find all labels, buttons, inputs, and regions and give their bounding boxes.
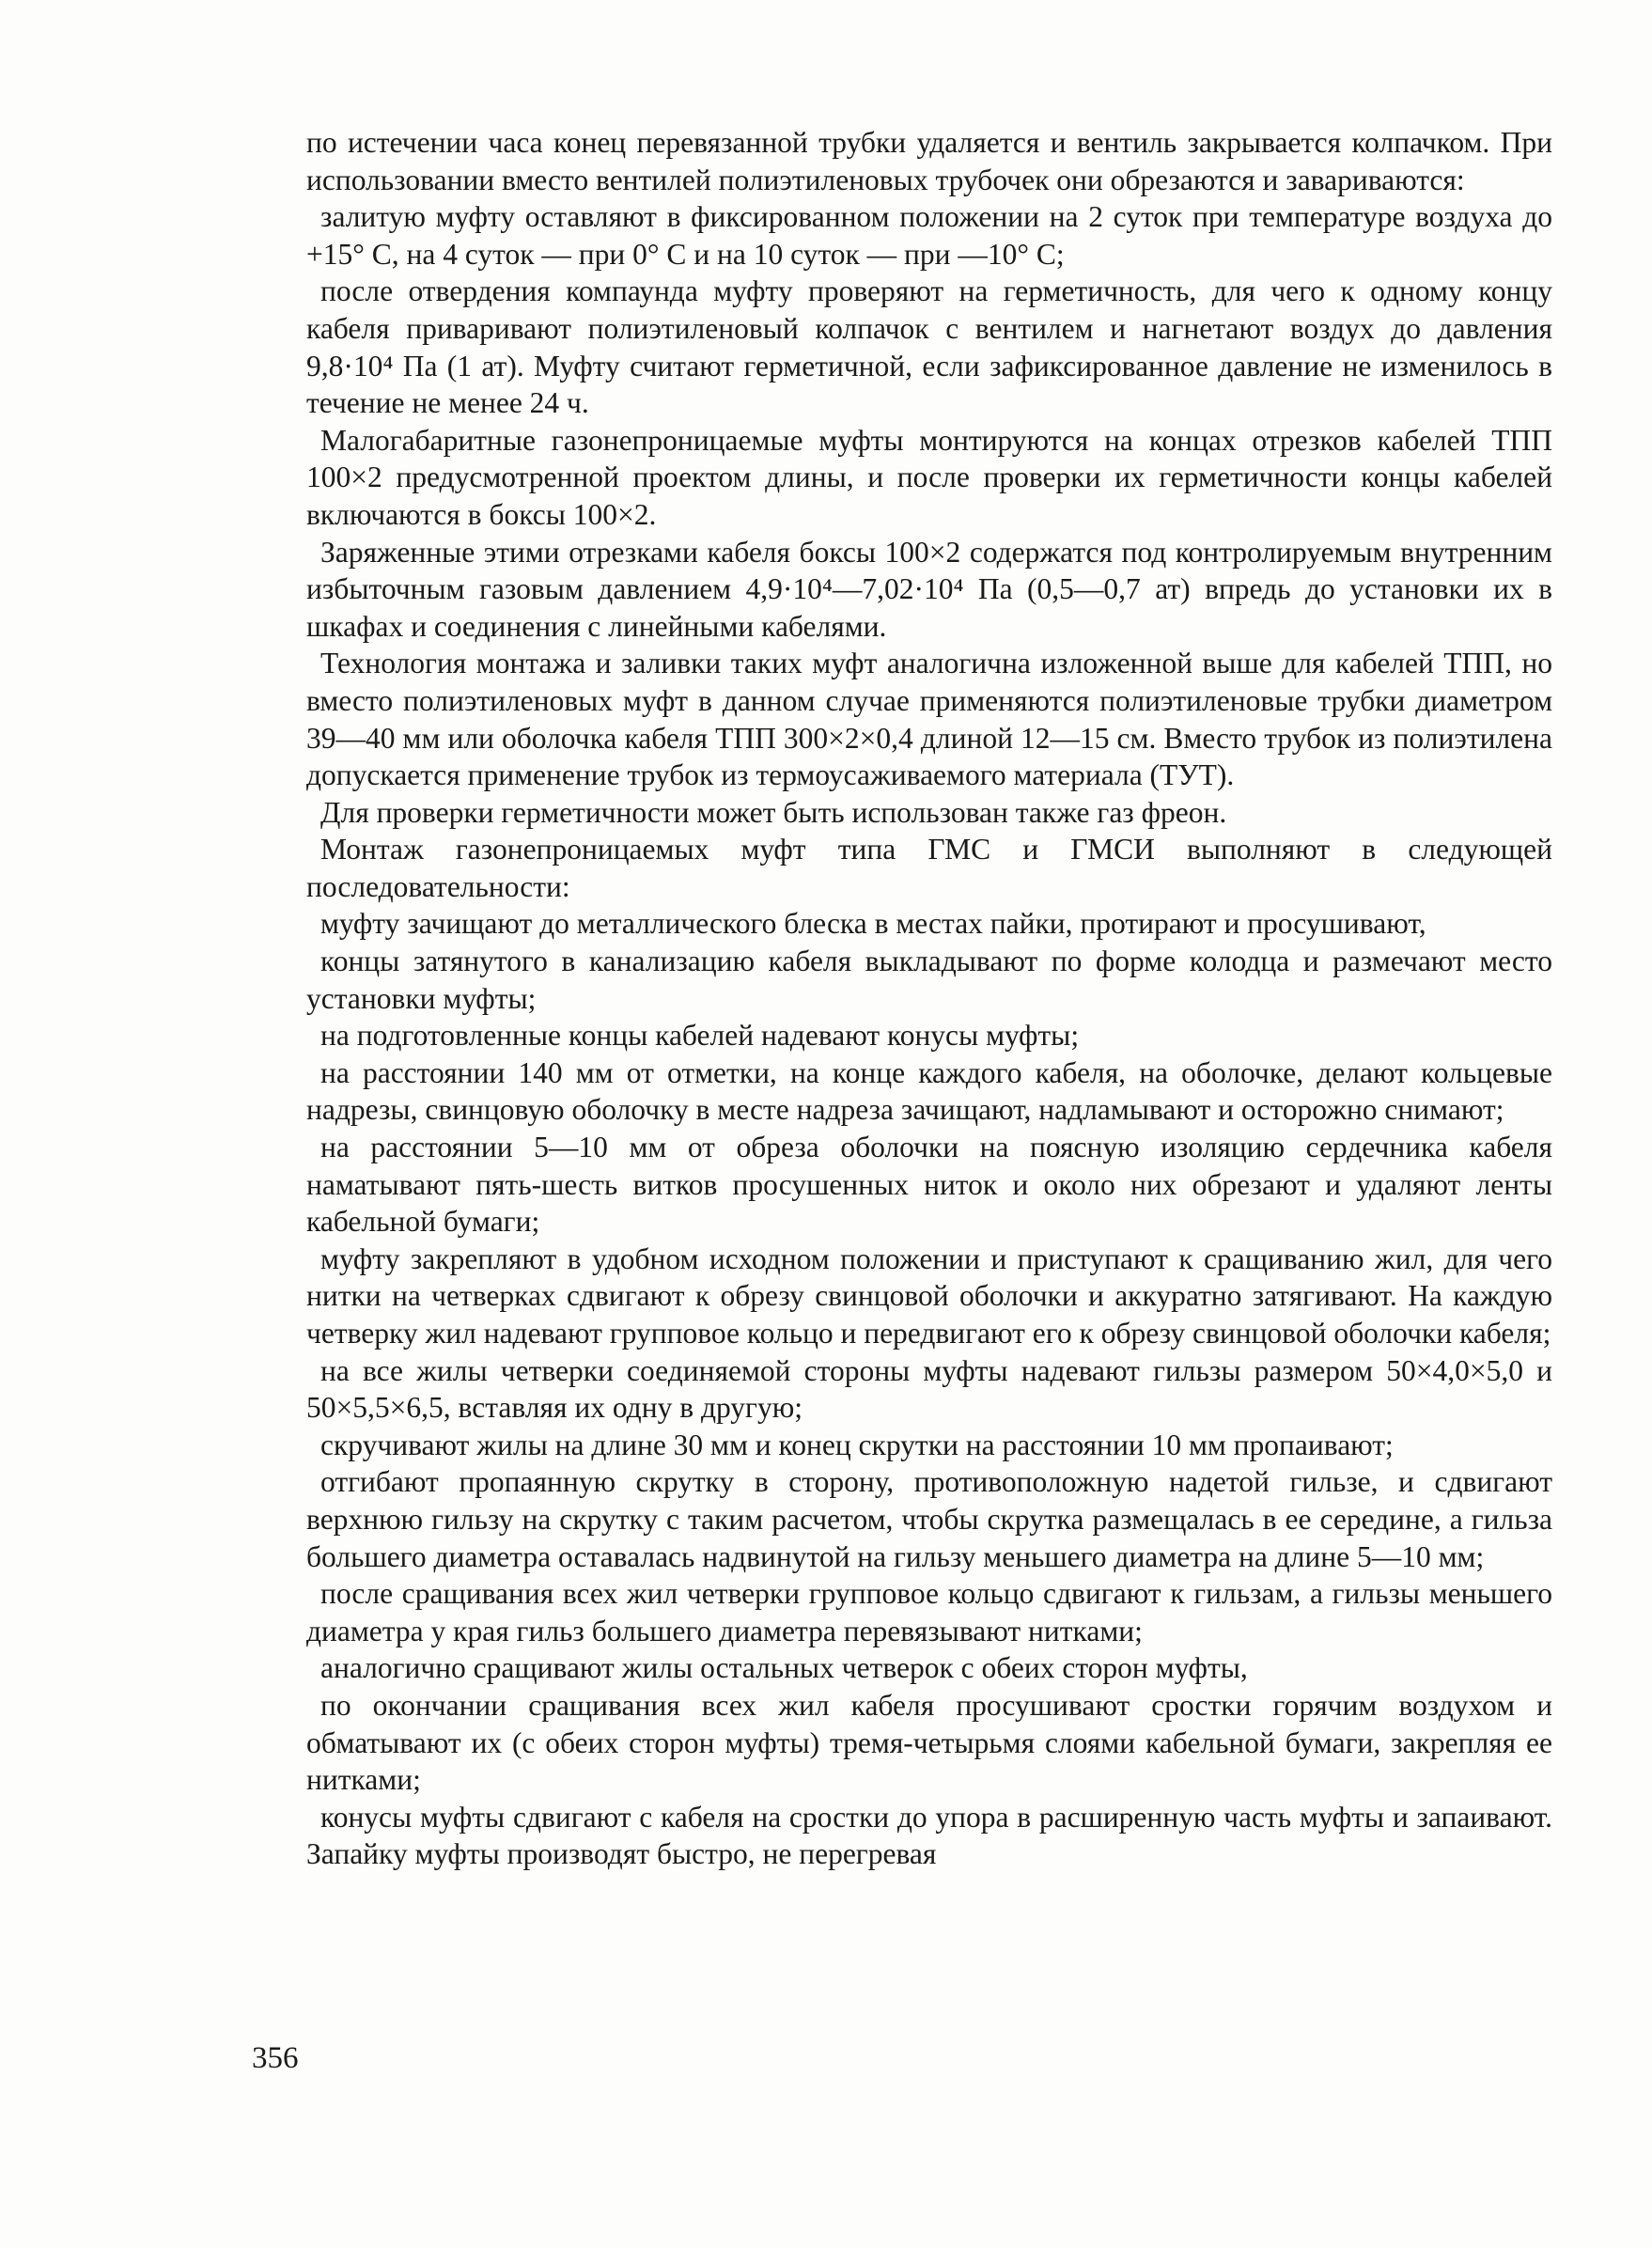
paragraph: после отвердения компаунда муфту проверяют на герметичность, для чего к одному концу кабеля приваривают полиэтиленовый колпачок с вентилем и нагнетают воздух до давления 9,8·10⁴ Па (1 ат). Муфту считают герметичной, если зафиксированное давление не изменилось в течение не менее 24 ч.: [306, 274, 1552, 420]
paragraph: аналогично сращивают жилы остальных четверок с обеих сторон муфты,: [320, 1651, 1248, 1685]
paragraph: по окончании сращивания всех жил кабеля просушивают сростки горячим воздухом и обматывают их (с обеих сторон муфты) тремя-четырьмя слоями кабельной бумаги, закрепляя ее нитками;: [306, 1688, 1552, 1797]
paragraph: отгибают пропаянную скрутку в сторону, противоположную надетой гильзе, и сдвигают верхнюю гильзу на скрутку с таким расчетом, чтобы скрутка размещалась в ее середине, а гильза большего диаметра оставалась надвинутой на гильзу меньшего диаметра на длине 5—10 мм;: [306, 1465, 1552, 1573]
paragraph: муфту закрепляют в удобном исходном положении и приступают к сращиванию жил, для чего нитки на четверках сдвигают к обрезу свинцовой оболочки и аккуратно затягивают. На каждую четверку жил надевают групповое кольцо и передвигают его к обрезу свинцовой оболочки кабеля;: [306, 1241, 1552, 1350]
paragraph: Заряженные этими отрезками кабеля боксы 100×2 содержатся под контролируемым внутренним избыточным газовым давлением 4,9·10⁴—7,02·10⁴ Па (0,5—0,7 ат) впредь до установки их в шкафах и соединения с линейными кабелями.: [306, 535, 1552, 643]
paragraph: после сращивания всех жил четверки групповое кольцо сдвигают к гильзам, а гильзы меньшего диаметра у края гильз большего диаметра перевязывают нитками;: [306, 1577, 1552, 1647]
paragraph: на расстоянии 5—10 мм от обреза оболочки на поясную изоляцию сердечника кабеля наматывают пять-шесть витков просушенных ниток и около них обрезают и удаляют ленты кабельной бумаги;: [306, 1131, 1552, 1239]
paragraph: на расстоянии 140 мм от отметки, на конце каждого кабеля, на оболочке, делают кольцевые надрезы, свинцовую оболочку в месте надреза зачищают, надламывают и осторожно снимают;: [306, 1055, 1552, 1127]
body-text: [306, 124, 1552, 1873]
page-number: 356: [252, 2041, 299, 2075]
paragraph: залитую муфту оставляют в фиксированном положении на 2 суток при температуре воздуха до +15° С, на 4 суток — при 0° С и на 10 суток — при —10° С;: [306, 200, 1552, 271]
paragraph: муфту зачищают до металлического блеска в местах пайки, протирают и просушивают,: [320, 907, 1426, 941]
paragraph: Монтаж газонепроницаемых муфт типа ГМС и ГМСИ выполняют в следующей последовательности:: [306, 833, 1552, 903]
paragraph: Для проверки герметичности может быть использован также газ фреон.: [320, 795, 1227, 829]
paragraph: на все жилы четверки соединяемой стороны муфты надевают гильзы размером 50×4,0×5,0 и 50×5,5×6,5, вставляя их одну в другую;: [306, 1353, 1552, 1425]
paragraph: на подготовленные концы кабелей надевают конусы муфты;: [320, 1019, 1080, 1053]
paragraph: скручивают жилы на длине 30 мм и конец скрутки на расстоянии 10 мм пропаивают;: [320, 1428, 1394, 1461]
paragraph: Малогабаритные газонепроницаемые муфты монтируются на концах отрезков кабелей ТПП 100×2 предусмотренной проектом длины, и после проверки их герметичности концы кабелей включаются в боксы 100×2.: [306, 423, 1552, 531]
paragraph: по истечении часа конец перевязанной трубки удаляется и вентиль закрывается колпачком. При использовании вместо вентилей полиэтиленовых трубочек они обрезаются и завариваются:: [306, 126, 1552, 196]
paragraph: Технология монтажа и заливки таких муфт аналогична изложенной выше для кабелей ТПП, но вместо полиэтиленовых муфт в данном случае применяются полиэтиленовые трубки диаметром 39—40 мм или оболочка кабеля ТПП 300×2×0,4 длиной 12—15 см. Вместо трубок из полиэтилена допускается применение трубок из термоусаживаемого материала (ТУТ).: [306, 647, 1552, 792]
paragraph: концы затянутого в канализацию кабеля выкладывают по форме колодца и размечают место установки муфты;: [306, 944, 1552, 1015]
paragraph: конусы муфты сдвигают с кабеля на сростки до упора в расширенную часть муфты и запаивают. Запайку муфты производят быстро, не перегревая: [306, 1800, 1552, 1871]
